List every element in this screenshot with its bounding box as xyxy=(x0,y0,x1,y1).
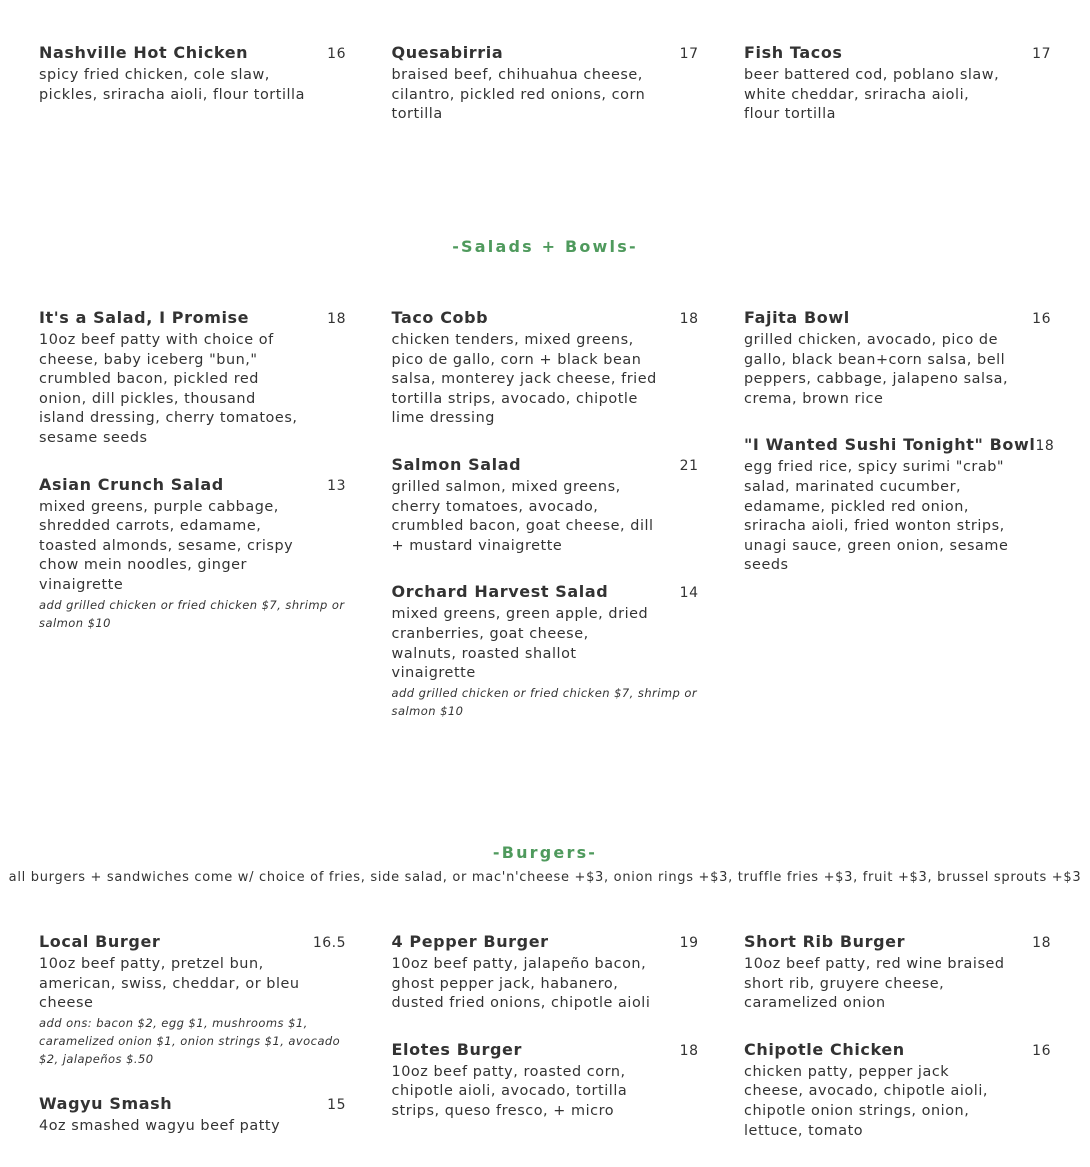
menu-item xyxy=(39,932,346,1068)
item-name: Asian Crunch Salad xyxy=(39,474,224,494)
item-price: 14 xyxy=(679,585,699,602)
menu-item xyxy=(392,1040,699,1122)
item-name: Wagyu Smash xyxy=(39,1093,173,1113)
item-name: Quesabirria xyxy=(391,43,504,62)
item-description: 10oz beef patty, jalapeño bacon, ghost pepper jack, habanero, dusted fried onions, chipotle aioli xyxy=(391,956,651,1012)
item-description: 10oz beef patty, roasted corn, chipotle aioli, avocado, tortilla strips, queso fresco, + micro xyxy=(391,1063,628,1119)
item-description: chicken patty, pepper jack cheese, avocado, chipotle aioli, chipotle onion strings, onion, lettuce, tomato xyxy=(744,1063,989,1139)
menu-item xyxy=(39,475,346,632)
item-name: Nashville Hot Chicken xyxy=(39,43,249,62)
item-description: 10oz beef patty, red wine braised short rib, gruyere cheese, caramelized onion xyxy=(744,956,1005,1012)
menu-column xyxy=(744,932,1051,1167)
section-subtitle-burgers: all burgers + sandwiches come w/ choice of fries, side salad, or mac'n'cheese +$3, onion rings +$3, truffle fries +$3, fruit +$3, brussel sprouts +$3 xyxy=(8,870,1082,885)
item-description: beer battered cod, poblano slaw, white cheddar, sriracha aioli, flour tortilla xyxy=(744,67,1000,123)
menu-column xyxy=(39,932,346,1167)
menu-item xyxy=(744,435,1055,576)
menu-column xyxy=(392,932,699,1167)
add-on-note: add ons: bacon $2, egg $1, mushrooms $1, caramelized onion $1, onion strings $1, avocado $2, jalapeños $.50 xyxy=(39,1015,341,1066)
item-price: 18 xyxy=(327,311,346,327)
item-price: 15 xyxy=(327,1096,346,1113)
item-price: 13 xyxy=(327,477,346,494)
item-price: 18 xyxy=(679,1042,699,1059)
item-description: mixed greens, purple cabbage, shredded carrots, edamame, toasted almonds, sesame, crispy chow mein noodles, ginger vinaigrette xyxy=(39,498,294,593)
section-title-burgers: -Burgers- xyxy=(492,843,598,862)
item-price: 17 xyxy=(679,46,699,62)
menu-item xyxy=(392,308,699,429)
section-title-salads: -Salads + Bowls- xyxy=(452,237,638,256)
menu-column xyxy=(744,43,1051,151)
menu-column xyxy=(39,308,346,746)
item-name: Fish Tacos xyxy=(744,43,843,62)
item-name: 4 Pepper Burger xyxy=(391,932,549,951)
item-name: It's a Salad, I Promise xyxy=(39,308,250,327)
menu-item xyxy=(392,455,699,556)
menu-item xyxy=(392,43,699,125)
item-name: Local Burger xyxy=(39,932,161,951)
item-name: Orchard Harvest Salad xyxy=(391,582,609,602)
item-price: 19 xyxy=(679,935,699,951)
menu-item xyxy=(39,43,346,105)
item-description: grilled chicken, avocado, pico de gallo, black bean+corn salsa, bell peppers, cabbage, jalapeno salsa, crema, brown rice xyxy=(744,332,1009,407)
menu-column xyxy=(744,308,1055,746)
item-price: 16.5 xyxy=(312,935,346,951)
item-name: Chipotle Chicken xyxy=(744,1039,905,1059)
item-description: 4oz smashed wagyu beef patty xyxy=(39,1117,281,1134)
item-description: 10oz beef patty, pretzel bun, american, swiss, cheddar, or bleu cheese xyxy=(39,956,300,1012)
menu-item xyxy=(744,1040,1051,1141)
item-name: Short Rib Burger xyxy=(744,932,906,951)
item-description: chicken tenders, mixed greens, pico de gallo, corn + black bean salsa, monterey jack cheese, fried tortilla strips, avocado, chipotle lime dressing xyxy=(391,332,657,427)
top-items-grid xyxy=(39,43,1051,151)
item-description: spicy fried chicken, cole slaw, pickles, sriracha aioli, flour tortilla xyxy=(39,67,305,103)
item-price: 17 xyxy=(1032,46,1051,62)
add-on-note: add grilled chicken or fried chicken $7, shrimp or salmon $10 xyxy=(391,685,698,718)
menu-item xyxy=(39,308,346,449)
menu-column xyxy=(392,43,699,151)
menu-column xyxy=(392,308,699,746)
menu-item xyxy=(744,308,1051,409)
menu-item xyxy=(744,43,1051,125)
item-name: "I Wanted Sushi Tonight" Bowl xyxy=(744,435,1036,455)
item-description: 10oz beef patty with choice of cheese, baby iceberg "bun," crumbled bacon, pickled red onion, dill pickles, thousand island dressing, cherry tomatoes, sesame seeds xyxy=(39,332,298,446)
add-on-note: add grilled chicken or fried chicken $7, shrimp or salmon $10 xyxy=(39,597,345,630)
item-name: Elotes Burger xyxy=(391,1039,522,1059)
item-price: 18 xyxy=(679,311,699,327)
item-price: 21 xyxy=(679,457,699,474)
item-price: 16 xyxy=(1032,311,1051,327)
item-price: 18 xyxy=(1032,935,1051,951)
item-description: egg fried rice, spicy surimi "crab" salad, marinated cucumber, edamame, pickled red onion, sriracha aioli, fried wonton strips, unagi sauce, green onion, sesame seeds xyxy=(744,459,1009,574)
menu-item xyxy=(392,932,699,1014)
burgers-grid xyxy=(39,932,1051,1167)
menu-item xyxy=(392,582,699,719)
item-description: grilled salmon, mixed greens, cherry tomatoes, avocado, crumbled bacon, goat cheese, dill + mustard vinaigrette xyxy=(391,478,654,554)
item-price: 16 xyxy=(327,46,346,62)
item-name: Salmon Salad xyxy=(391,454,522,474)
item-price: 18 xyxy=(1035,438,1055,455)
item-price: 16 xyxy=(1032,1042,1051,1059)
item-description: mixed greens, green apple, dried cranberries, goat cheese, walnuts, roasted shallot vinaigrette xyxy=(391,606,649,682)
item-name: Fajita Bowl xyxy=(744,308,850,327)
menu-column xyxy=(39,43,346,151)
menu-item xyxy=(744,932,1051,1014)
item-description: braised beef, chihuahua cheese, cilantro, pickled red onions, corn tortilla xyxy=(391,67,646,123)
salads-grid xyxy=(39,308,1055,746)
menu-item xyxy=(39,1094,346,1137)
item-name: Taco Cobb xyxy=(391,308,489,327)
